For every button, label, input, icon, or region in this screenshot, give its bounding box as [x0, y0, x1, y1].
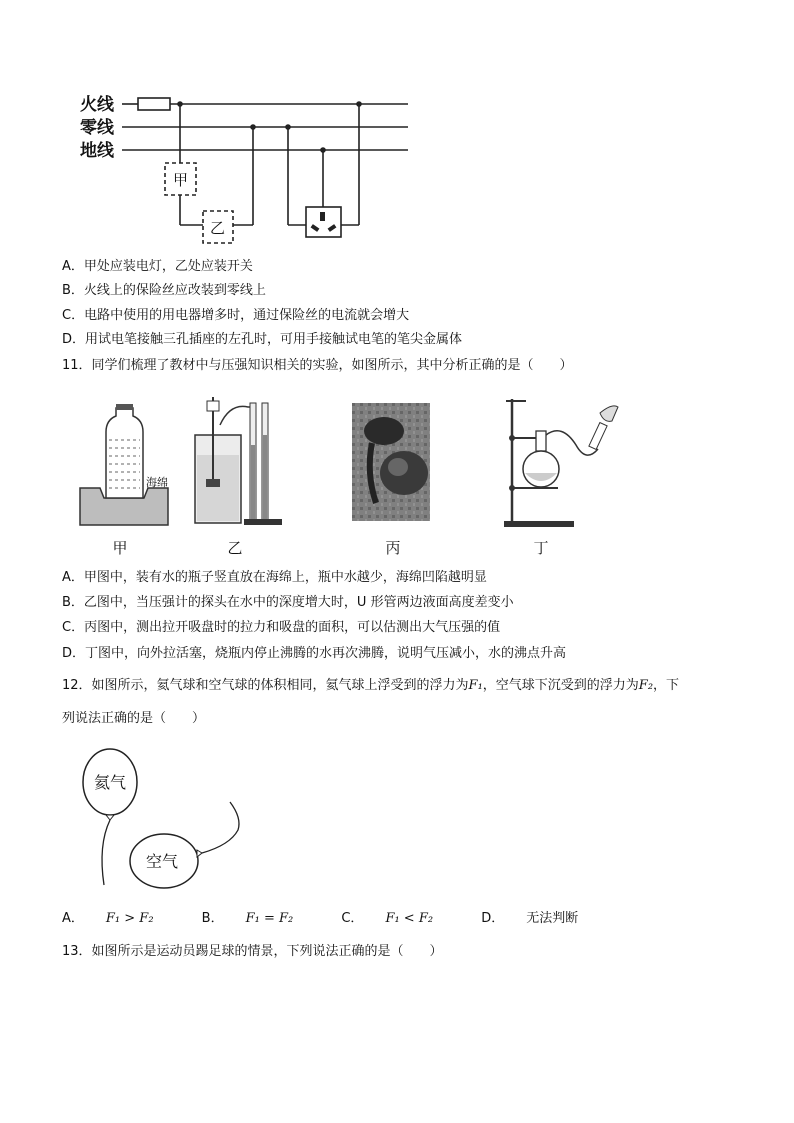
q10-option-a: A．甲处应装电灯，乙处应装开关 — [62, 259, 253, 274]
three-hole-socket — [306, 207, 341, 237]
figure-bing-suction-cup — [352, 403, 430, 521]
q12-f2: F₂ — [638, 678, 654, 693]
q12-stem-line2: 列说法正确的是（ ） — [62, 711, 206, 726]
figure-label-yi: 乙 — [227, 539, 243, 557]
circuit-diagram — [60, 85, 420, 250]
q12-stem-part-c: ，下 — [653, 678, 680, 693]
box-jia-label: 甲 — [173, 171, 189, 189]
q12-stem-part-b: ，空气球下沉受到的浮力为 — [482, 678, 639, 693]
q10-option-b: B．火线上的保险丝应改装到零线上 — [62, 283, 266, 298]
q12-option-d: D． 无法判断 — [481, 911, 579, 926]
balloon-air-label: 空气 — [146, 852, 179, 871]
q11-option-c: C．丙图中，测出拉开吸盘时的拉力和吸盘的面积，可以估测出大气压强的值 — [62, 620, 501, 635]
figure-yi-pressure-gauge — [190, 395, 285, 530]
q12-option-a: A． F₁ > F₂ — [62, 911, 154, 926]
q12-stem-line1 — [62, 677, 679, 695]
figure-jia-bottle-on-sponge — [78, 400, 183, 530]
q12-stem-part-a: 12．如图所示，氦气球和空气球的体积相同，氦气球上浮受到的浮力为 — [62, 678, 469, 693]
figure-ding-boiling-flask — [500, 393, 625, 533]
q12-options — [62, 910, 622, 928]
sponge-label: 海绵 — [146, 476, 168, 489]
q11-stem: 11．同学们梳理了教材中与压强知识相关的实验，如图所示，其中分析正确的是（ ） — [62, 358, 573, 373]
q12-f1: F₁ — [468, 678, 483, 693]
figure-label-jia: 甲 — [112, 539, 128, 557]
q11-option-b: B．乙图中，当压强计的探头在水中的深度增大时，U 形管两边液面高度差变小 — [62, 595, 514, 610]
q10-option-d: D．用试电笔接触三孔插座的左孔时，可用手接触试电笔的笔尖金属体 — [62, 332, 463, 347]
q10-option-c: C．电路中使用的用电器增多时，通过保险丝的电流就会增大 — [62, 308, 410, 323]
wire-label-ground: 地线 — [80, 141, 114, 161]
q11-option-d: D．丁图中，向外拉活塞，烧瓶内停止沸腾的水再次沸腾，说明气压减小，水的沸点升高 — [62, 646, 567, 661]
balloon-helium-label: 氦气 — [94, 773, 127, 792]
wire-label-live: 火线 — [80, 95, 114, 115]
figure-label-bing: 丙 — [385, 539, 401, 557]
wire-label-neutral: 零线 — [80, 118, 114, 138]
q12-option-c: C． F₁ < F₂ — [341, 911, 434, 926]
box-yi-label: 乙 — [210, 219, 226, 237]
q12-option-b: B． F₁ = F₂ — [201, 911, 294, 926]
q13-stem: 13．如图所示是运动员踢足球的情景，下列说法正确的是（ ） — [62, 944, 443, 959]
fuse — [138, 98, 170, 110]
figure-balloons — [80, 740, 250, 895]
figure-label-ding: 丁 — [533, 539, 549, 557]
q11-option-a: A．甲图中，装有水的瓶子竖直放在海绵上，瓶中水越少，海绵凹陷越明显 — [62, 570, 487, 585]
